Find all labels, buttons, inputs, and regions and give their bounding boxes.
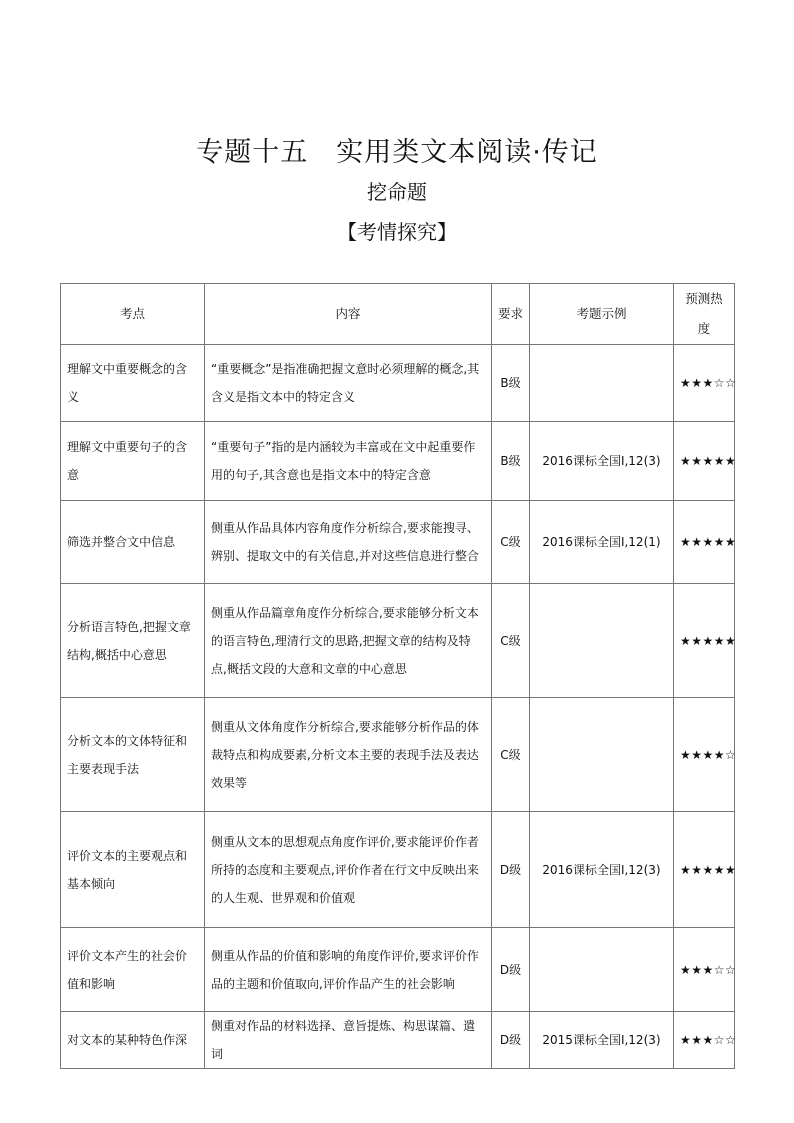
- table-row: [61, 584, 735, 698]
- content-cell: 侧重从作品篇章角度作分析综合,要求能够分析文本的语言特色,理清行文的思路,把握文章的结构及特点,概括文段的大意和文章的中心意思: [205, 584, 492, 698]
- point-cell: 理解文中重要概念的含义: [61, 345, 205, 422]
- content-cell: 侧重从作品的价值和影响的角度作评价,要求评价作品的主题和价值取向,评价作品产生的社会影响: [205, 928, 492, 1012]
- exam-info-table: [60, 283, 735, 1069]
- requirement-cell: B级: [492, 422, 530, 501]
- table-row: [61, 501, 735, 584]
- column-header-point: 考点: [61, 284, 205, 345]
- point-cell: 分析语言特色,把握文章结构,概括中心意思: [61, 584, 205, 698]
- example-cell: [530, 345, 674, 422]
- heat-cell: ★★★★☆: [674, 698, 735, 812]
- table-row: [61, 422, 735, 501]
- heat-cell: ★★★★★: [674, 584, 735, 698]
- content-cell: 侧重从文体角度作分析综合,要求能够分析作品的体裁特点和构成要素,分析文本主要的表现手法及表达效果等: [205, 698, 492, 812]
- example-cell: [530, 928, 674, 1012]
- page-title: 专题十五 实用类文本阅读·传记: [196, 137, 598, 168]
- table-row: [61, 928, 735, 1012]
- content-cell: “重要句子”指的是内涵较为丰富或在文中起重要作用的句子,其含意也是指文本中的特定含意: [205, 422, 492, 501]
- content-cell: 侧重从作品具体内容角度作分析综合,要求能搜寻、辨别、提取文中的有关信息,并对这些信息进行整合: [205, 501, 492, 584]
- point-cell: 对文本的某种特色作深: [61, 1012, 205, 1069]
- requirement-cell: C级: [492, 584, 530, 698]
- requirement-cell: C级: [492, 698, 530, 812]
- section-heading: 【考情探究】: [337, 220, 457, 244]
- requirement-cell: D级: [492, 812, 530, 928]
- table-row: [61, 345, 735, 422]
- example-cell: [530, 698, 674, 812]
- content-cell: “重要概念”是指准确把握文意时必须理解的概念,其含义是指文本中的特定含义: [205, 345, 492, 422]
- heat-cell: ★★★★★: [674, 812, 735, 928]
- heat-cell: ★★★☆☆: [674, 345, 735, 422]
- content-cell: 侧重对作品的材料选择、意旨提炼、构思谋篇、遣词: [205, 1012, 492, 1069]
- point-cell: 筛选并整合文中信息: [61, 501, 205, 584]
- requirement-cell: D级: [492, 1012, 530, 1069]
- requirement-cell: B级: [492, 345, 530, 422]
- heat-cell: ★★★☆☆: [674, 1012, 735, 1069]
- column-header-content: 内容: [205, 284, 492, 345]
- example-cell: 2016课标全国Ⅰ,12(1): [530, 501, 674, 584]
- requirement-cell: D级: [492, 928, 530, 1012]
- point-cell: 评价文本的主要观点和基本倾向: [61, 812, 205, 928]
- column-header-heat: 预测热度: [674, 284, 735, 345]
- example-cell: 2016课标全国Ⅰ,12(3): [530, 812, 674, 928]
- point-cell: 评价文本产生的社会价值和影响: [61, 928, 205, 1012]
- table-row: [61, 1012, 735, 1069]
- table-row: [61, 812, 735, 928]
- requirement-cell: C级: [492, 501, 530, 584]
- table-row: [61, 698, 735, 812]
- heat-cell: ★★★★★: [674, 422, 735, 501]
- example-cell: [530, 584, 674, 698]
- heat-cell: ★★★☆☆: [674, 928, 735, 1012]
- page-subtitle: 挖命题: [367, 180, 427, 204]
- point-cell: 分析文本的文体特征和主要表现手法: [61, 698, 205, 812]
- content-cell: 侧重从文本的思想观点角度作评价,要求能评价作者所持的态度和主要观点,评价作者在行文中反映出来的人生观、世界观和价值观: [205, 812, 492, 928]
- column-header-requirement: 要求: [492, 284, 530, 345]
- table-header-row: [61, 284, 735, 345]
- example-cell: 2016课标全国Ⅰ,12(3): [530, 422, 674, 501]
- example-cell: 2015课标全国Ⅰ,12(3): [530, 1012, 674, 1069]
- heat-cell: ★★★★★: [674, 501, 735, 584]
- point-cell: 理解文中重要句子的含意: [61, 422, 205, 501]
- column-header-example: 考题示例: [530, 284, 674, 345]
